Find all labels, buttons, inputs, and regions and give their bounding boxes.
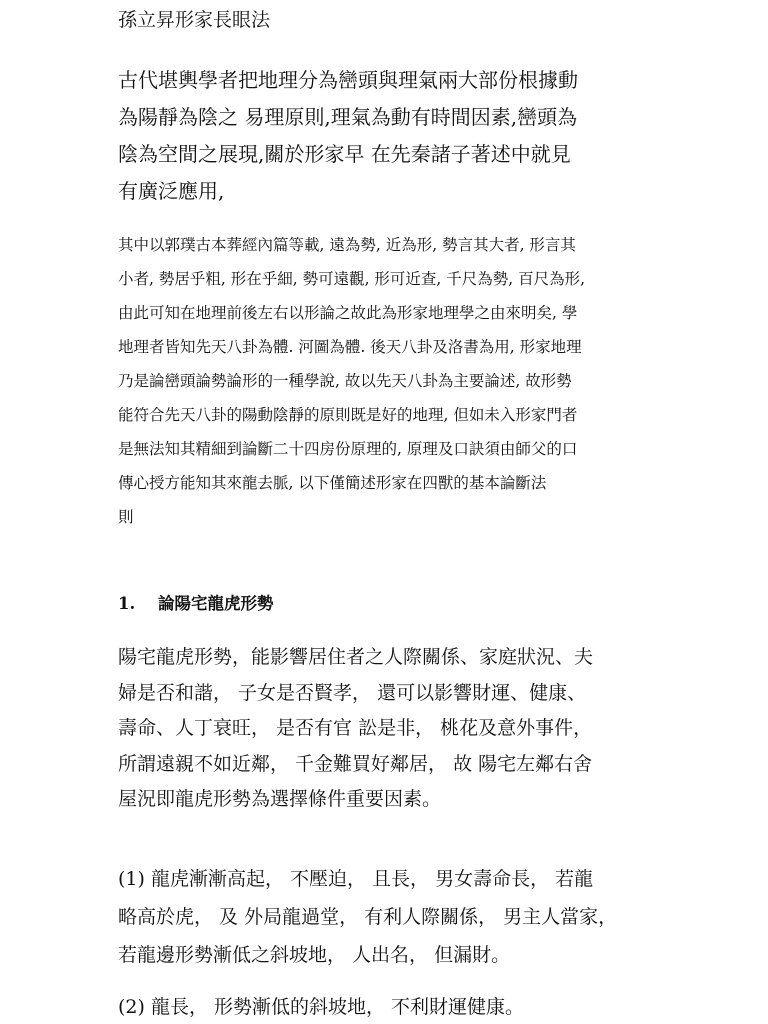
- paragraph-line: 壽命、人丁衰旺， 是否有官 訟是非， 桃花及意外事件，: [118, 717, 593, 739]
- section-heading: [118, 590, 274, 618]
- paragraph-line: 能符合先天八卦的陽動陰靜的原則既是好的地理, 但如未入形家門者: [118, 406, 578, 424]
- paragraph-line: 傳心授方能知其來龍去脈, 以下僅簡述形家在四獸的基本論斷法: [118, 474, 547, 492]
- section-number: 1.: [118, 594, 136, 613]
- section-paragraph: [118, 640, 593, 818]
- paragraph-line: 地理者皆知先天八卦為體. 河圖為體. 後天八卦及洛書為用, 形家地理: [118, 338, 582, 356]
- list-item-1: [118, 860, 617, 974]
- paragraph-line: 有廣泛應用,: [118, 179, 225, 203]
- paragraph-line: 為陽靜為陰之 易理原則,理氣為動有時間因素,巒頭為: [118, 105, 578, 129]
- paragraph-line: 由此可知在地理前後左右以形論之故此為形家地理學之由來明矣, 學: [118, 304, 578, 322]
- paragraph-line: 陽宅龍虎形勢，能影響居住者之人際關係、家庭狀況、夫: [118, 646, 594, 668]
- paragraph-line: 婦是否和諧， 子女是否賢孝， 還可以影響財運、健康、: [118, 681, 587, 704]
- document-title: 孫立昇形家長眼法: [118, 9, 271, 31]
- paragraph-line: 古代堪輿學者把地理分為巒頭與理氣兩大部份根據動: [118, 68, 578, 92]
- paragraph-line: 其中以郭璞古本葬經內篇等載, 遠為勢, 近為形, 勢言其大者, 形言其: [118, 236, 576, 254]
- section-heading-text: 論陽宅龍虎形勢: [158, 594, 274, 613]
- paragraph-line: 小者, 勢居乎粗, 形在乎細, 勢可遠觀, 形可近查, 千尺為勢, 百尺為形,: [118, 270, 586, 288]
- list-item-2: (2) 龍長， 形勢漸低的斜坡地， 不利財運健康。: [118, 996, 525, 1018]
- intro-paragraph: [118, 62, 578, 210]
- paragraph-line: 略高於虎， 及 外局龍過堂， 有利人際關係， 男主人當家，: [118, 906, 618, 928]
- paragraph-line: 是無法知其精細到論斷二十四房份原理的, 原理及口訣須由師父的口: [118, 440, 578, 458]
- paragraph-line: 若龍邊形勢漸低之斜坡地， 人出名， 但漏財。: [118, 944, 511, 966]
- paragraph-line: 所謂遠親不如近鄰， 千金難買好鄰居， 故 陽宅左鄰右舍: [118, 752, 593, 775]
- paragraph-line: 乃是論巒頭論勢論形的一種學說, 故以先天八卦為主要論述, 故形勢: [118, 372, 572, 390]
- body-paragraph: [118, 228, 585, 534]
- paragraph-line: 屋況即龍虎形勢為選擇條件重要因素。: [118, 788, 442, 810]
- paragraph-line: 陰為空間之展現,關於形家早 在先秦諸子著述中就見: [118, 142, 571, 166]
- paragraph-line: 則: [118, 508, 134, 526]
- paragraph-line: (1) 龍虎漸漸高起， 不壓迫， 且長， 男女壽命長， 若龍: [118, 868, 594, 890]
